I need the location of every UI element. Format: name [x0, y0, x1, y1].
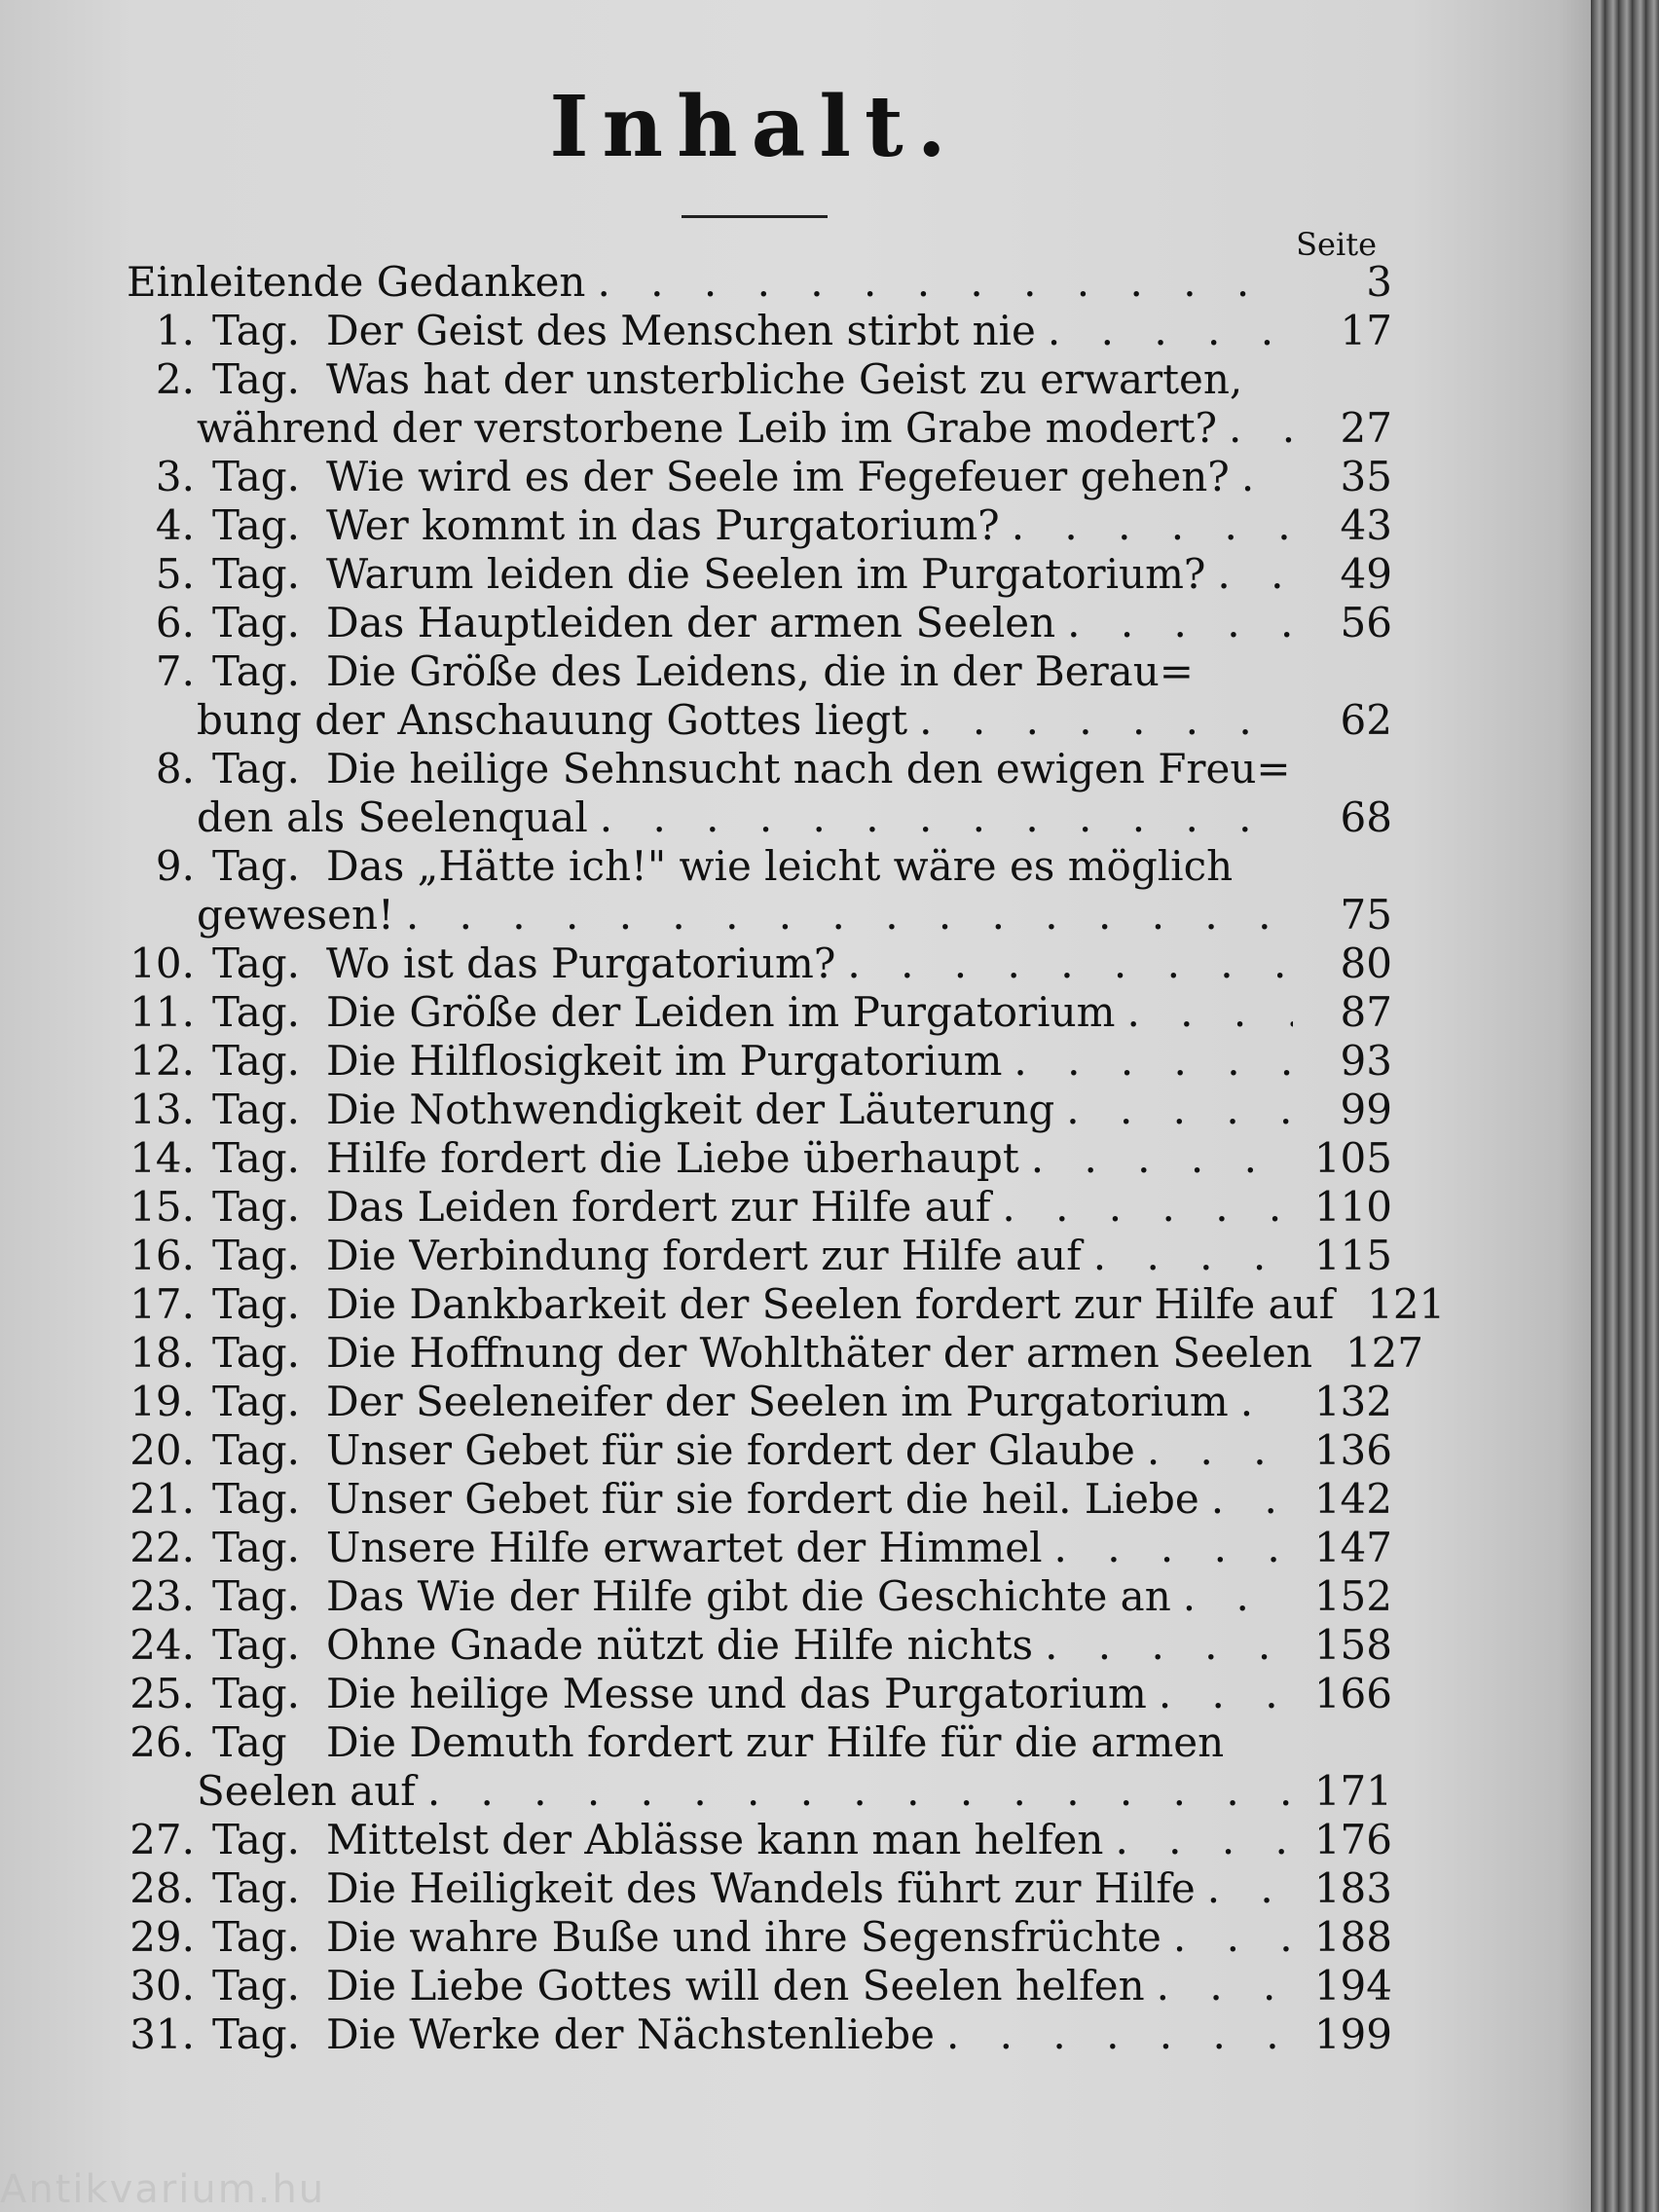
dot-leader: [597, 258, 1293, 307]
dot-leader: [1014, 1037, 1293, 1086]
toc-entry-title: Wo ist das Purgatorium?: [326, 940, 836, 987]
toc-entry-title: Der Geist des Menschen stirbt nie: [326, 307, 1036, 354]
toc-entry-title: Unser Gebet für sie fordert die heil. Liebe: [326, 1475, 1199, 1523]
toc-day-word: Tag.: [212, 355, 301, 403]
toc-entry: [127, 1913, 1392, 1962]
toc-day-number: 10.: [129, 940, 195, 987]
toc-page-number: 49: [1340, 550, 1392, 598]
toc-entry-title: Die Größe der Leiden im Purgatorium: [326, 988, 1116, 1036]
toc-day-word: Tag.: [212, 1962, 301, 2009]
toc-page-number: 121: [1367, 1280, 1446, 1328]
toc-day-word: Tag.: [212, 501, 301, 549]
toc-page-number: 80: [1340, 940, 1392, 987]
toc-page-number: 152: [1313, 1572, 1392, 1620]
toc-page-number: 105: [1313, 1134, 1392, 1182]
toc-day-word: Tag.: [212, 1280, 301, 1328]
toc-day-number: 24.: [129, 1621, 195, 1669]
toc-page-number: 93: [1340, 1037, 1392, 1085]
toc-page-number: 62: [1340, 696, 1392, 744]
toc-entry: [127, 1524, 1392, 1572]
toc-day-number: 23.: [129, 1572, 195, 1620]
toc-page-number: 188: [1313, 1913, 1392, 1961]
toc-page-number: 199: [1313, 2010, 1392, 2058]
dot-leader: [1173, 1913, 1293, 1962]
toc-day-number: 8.: [155, 745, 195, 793]
toc-entry-title: Was hat der unsterbliche Geist zu erwarten,: [326, 355, 1243, 403]
toc-entry: [127, 988, 1392, 1037]
toc-day-word: Tag.: [212, 745, 301, 793]
toc-day-word: Tag.: [212, 1670, 301, 1717]
toc-entry-title: Warum leiden die Seelen im Purgatorium?: [326, 550, 1206, 598]
toc-day-number: 18.: [129, 1329, 195, 1377]
toc-page-number: 176: [1313, 1816, 1392, 1863]
toc-entry: [127, 1962, 1392, 2010]
toc-entry-title: Das Wie der Hilfe gibt die Geschichte an: [326, 1572, 1171, 1620]
toc-day-word: Tag.: [212, 453, 301, 500]
toc-entry-title: Die wahre Buße und ihre Segensfrüchte: [326, 1913, 1161, 1961]
toc-entry: [127, 1816, 1392, 1864]
toc-day-number: 12.: [129, 1037, 195, 1085]
dot-leader: [1093, 1232, 1293, 1280]
toc-entry: [127, 1864, 1392, 1913]
toc-page-number: 27: [1340, 404, 1392, 452]
toc-entry: [127, 355, 1392, 453]
toc-entry: [127, 1280, 1446, 1329]
dot-leader: [1217, 550, 1293, 599]
toc-day-word: Tag.: [212, 1524, 301, 1571]
toc-page-number: 17: [1340, 307, 1392, 354]
dot-leader: [1054, 1524, 1293, 1572]
toc-entry-title: Einleitende Gedanken: [127, 258, 586, 306]
dot-leader: [1241, 453, 1293, 501]
book-spine: [1591, 0, 1659, 2212]
toc-entry: [127, 1718, 1392, 1816]
toc-day-number: 26.: [129, 1718, 195, 1766]
dot-leader: [1066, 1086, 1293, 1134]
toc-day-number: 16.: [129, 1232, 195, 1279]
toc-entry-title: Unser Gebet für sie fordert der Glaube: [326, 1426, 1135, 1474]
toc-entry: [127, 842, 1392, 940]
toc-page-number: 56: [1340, 599, 1392, 646]
dot-leader: [1159, 1670, 1293, 1718]
toc-entry: [127, 550, 1392, 599]
toc-entry: [127, 453, 1392, 501]
toc-entry: [127, 307, 1392, 355]
dot-leader: [1067, 599, 1293, 647]
toc-entry: [127, 1134, 1392, 1183]
toc-day-number: 14.: [129, 1134, 195, 1182]
dot-leader: [919, 696, 1293, 745]
toc-day-number: 15.: [129, 1183, 195, 1231]
toc-page-number: 194: [1313, 1962, 1392, 2009]
toc-entry: [127, 1475, 1392, 1524]
toc-entry: [127, 1426, 1392, 1475]
toc-day-number: 29.: [129, 1913, 195, 1961]
toc-page-number: 127: [1345, 1329, 1424, 1377]
toc-day-number: 17.: [129, 1280, 195, 1328]
toc-day-number: 25.: [129, 1670, 195, 1717]
dot-leader: [406, 891, 1293, 940]
toc-entry-title: Das Hauptleiden der armen Seelen: [326, 599, 1056, 646]
toc-entry-title: Die Dankbarkeit der Seelen fordert zur Hilfe auf: [326, 1280, 1335, 1328]
toc-page-number: 136: [1313, 1426, 1392, 1474]
toc-entry: [127, 1670, 1392, 1718]
toc-day-number: 1.: [155, 307, 195, 354]
toc-entry-title: Die Nothwendigkeit der Läuterung: [326, 1086, 1055, 1133]
toc-entry-title: Seelen auf: [197, 1767, 416, 1815]
toc-entry-title: Der Seeleneifer der Seelen im Purgatorium: [326, 1378, 1229, 1425]
dot-leader: [1045, 1621, 1293, 1670]
toc-page-number: 183: [1313, 1864, 1392, 1912]
toc-day-word: Tag.: [212, 1134, 301, 1182]
toc-day-word: Tag.: [212, 1475, 301, 1523]
toc-entry: [127, 1183, 1392, 1232]
toc-entry-title: Wie wird es der Seele im Fegefeuer gehen?: [326, 453, 1230, 500]
toc-page-number: 142: [1313, 1475, 1392, 1523]
toc-day-number: 13.: [129, 1086, 195, 1133]
dot-leader: [1048, 307, 1293, 355]
toc-page-number: 43: [1340, 501, 1392, 549]
toc-day-word: Tag.: [212, 599, 301, 646]
toc-day-word: Tag.: [212, 307, 301, 354]
toc-day-number: 22.: [129, 1524, 195, 1571]
watermark: Antikvarium.hu: [0, 2167, 326, 2212]
toc-entry-title: Das „Hätte ich!" wie leicht wäre es möglich: [326, 842, 1234, 890]
dot-leader: [1147, 1426, 1293, 1475]
toc-day-number: 9.: [155, 842, 195, 890]
toc-entry: [127, 2010, 1392, 2059]
toc-entry-title: bung der Anschauung Gottes liegt: [197, 696, 908, 744]
toc-entry-title: Die Heiligkeit des Wandels führt zur Hilfe: [326, 1864, 1196, 1912]
toc-page-number: 171: [1313, 1767, 1392, 1815]
toc-day-number: 7.: [155, 647, 195, 695]
seite-label: Seite: [1296, 226, 1377, 263]
toc-entry-title: Die heilige Messe und das Purgatorium: [326, 1670, 1147, 1717]
toc-page-number: 158: [1313, 1621, 1392, 1669]
dot-leader: [1183, 1572, 1293, 1621]
toc-day-word: Tag: [212, 1718, 287, 1766]
dot-leader: [600, 793, 1293, 842]
toc-day-number: 28.: [129, 1864, 195, 1912]
toc-day-word: Tag.: [212, 550, 301, 598]
dot-leader: [1211, 1475, 1293, 1524]
toc-entry: [127, 1621, 1392, 1670]
dot-leader: [1157, 1962, 1293, 2010]
toc-entry: [127, 647, 1392, 745]
dot-leader: [1012, 501, 1293, 550]
toc-day-word: Tag.: [212, 842, 301, 890]
toc-day-number: 20.: [129, 1426, 195, 1474]
toc-day-word: Tag.: [212, 1864, 301, 1912]
toc-day-word: Tag.: [212, 1816, 301, 1863]
toc-page-number: 110: [1313, 1183, 1392, 1231]
dot-leader: [1031, 1134, 1293, 1183]
toc-day-word: Tag.: [212, 647, 301, 695]
toc-entry: [127, 1232, 1392, 1280]
toc-day-word: Tag.: [212, 1329, 301, 1377]
toc-entry-title: Die Werke der Nächstenliebe: [326, 2010, 935, 2058]
toc-entry-title: Wer kommt in das Purgatorium?: [326, 501, 1000, 549]
toc-entry-title: Die Verbindung fordert zur Hilfe auf: [326, 1232, 1082, 1279]
toc-entry-title: Die Demuth fordert zur Hilfe für die armen: [326, 1718, 1225, 1766]
toc-entry: [127, 501, 1392, 550]
dot-leader: [946, 2010, 1293, 2059]
toc-day-word: Tag.: [212, 988, 301, 1036]
toc-page-number: 166: [1313, 1670, 1392, 1717]
page-title: Inhalt.: [549, 78, 960, 176]
toc-page-number: 87: [1340, 988, 1392, 1036]
toc-day-number: 4.: [155, 501, 195, 549]
toc-day-word: Tag.: [212, 1086, 301, 1133]
dot-leader: [1207, 1864, 1293, 1913]
toc-day-number: 31.: [129, 2010, 195, 2058]
toc-day-number: 11.: [129, 988, 195, 1036]
toc-entry: [127, 1037, 1392, 1086]
toc-entry: [127, 745, 1392, 842]
toc-day-word: Tag.: [212, 1426, 301, 1474]
toc-entry: [127, 940, 1392, 988]
toc-entry: [127, 1378, 1392, 1426]
toc-day-word: Tag.: [212, 940, 301, 987]
toc-entry-intro: [127, 258, 1392, 307]
toc-entry-title: Die Größe des Leidens, die in der Berau=: [326, 647, 1194, 695]
toc-day-number: 30.: [129, 1962, 195, 2009]
toc-entry-title: Ohne Gnade nützt die Hilfe nichts: [326, 1621, 1034, 1669]
toc-entry-title: Die Liebe Gottes will den Seelen helfen: [326, 1962, 1145, 2009]
dot-leader: [1240, 1378, 1293, 1426]
toc-day-number: 2.: [155, 355, 195, 403]
table-of-contents: [127, 258, 1446, 2059]
toc-entry-title: den als Seelenqual: [197, 793, 588, 841]
toc-entry-title: gewesen!: [197, 891, 394, 939]
dot-leader: [427, 1767, 1293, 1816]
toc-day-number: 3.: [155, 453, 195, 500]
dot-leader: [847, 940, 1293, 988]
toc-day-word: Tag.: [212, 1378, 301, 1425]
toc-entry-title: während der verstorbene Leib im Grabe modert?: [197, 404, 1217, 452]
toc-entry-title: Unsere Hilfe erwartet der Himmel: [326, 1524, 1043, 1571]
toc-entry-title: Hilfe fordert die Liebe überhaupt: [326, 1134, 1019, 1182]
toc-day-number: 6.: [155, 599, 195, 646]
toc-day-number: 21.: [129, 1475, 195, 1523]
toc-entry-title: Die Hilflosigkeit im Purgatorium: [326, 1037, 1003, 1085]
toc-page-number: 147: [1313, 1524, 1392, 1571]
toc-page-number: 132: [1313, 1378, 1392, 1425]
dot-leader: [1126, 988, 1293, 1037]
toc-entry: [127, 1086, 1392, 1134]
dot-leader: [1002, 1183, 1293, 1232]
toc-entry: [127, 599, 1392, 647]
dot-leader: [1115, 1816, 1293, 1864]
toc-day-number: 19.: [129, 1378, 195, 1425]
toc-page-number: 35: [1340, 453, 1392, 500]
toc-entry: [127, 1572, 1392, 1621]
toc-page-number: 75: [1340, 891, 1392, 939]
toc-day-word: Tag.: [212, 1913, 301, 1961]
toc-entry-title: Mittelst der Ablässe kann man helfen: [326, 1816, 1104, 1863]
toc-page-number: 99: [1340, 1086, 1392, 1133]
toc-day-word: Tag.: [212, 1037, 301, 1085]
toc-day-number: 27.: [129, 1816, 195, 1863]
toc-page-number: 3: [1366, 258, 1392, 306]
toc-day-word: Tag.: [212, 1621, 301, 1669]
toc-day-number: 5.: [155, 550, 195, 598]
toc-day-word: Tag.: [212, 2010, 301, 2058]
dot-leader: [1229, 404, 1293, 453]
toc-entry: [127, 1329, 1424, 1378]
toc-day-word: Tag.: [212, 1183, 301, 1231]
toc-page-number: 68: [1340, 793, 1392, 841]
toc-day-word: Tag.: [212, 1572, 301, 1620]
toc-entry-title: Die heilige Sehnsucht nach den ewigen Freu=: [326, 745, 1291, 793]
toc-page-number: 115: [1313, 1232, 1392, 1279]
toc-day-word: Tag.: [212, 1232, 301, 1279]
toc-entry-title: Das Leiden fordert zur Hilfe auf: [326, 1183, 991, 1231]
title-rule: [682, 215, 828, 218]
toc-entry-title: Die Hoffnung der Wohlthäter der armen Seelen: [326, 1329, 1313, 1377]
